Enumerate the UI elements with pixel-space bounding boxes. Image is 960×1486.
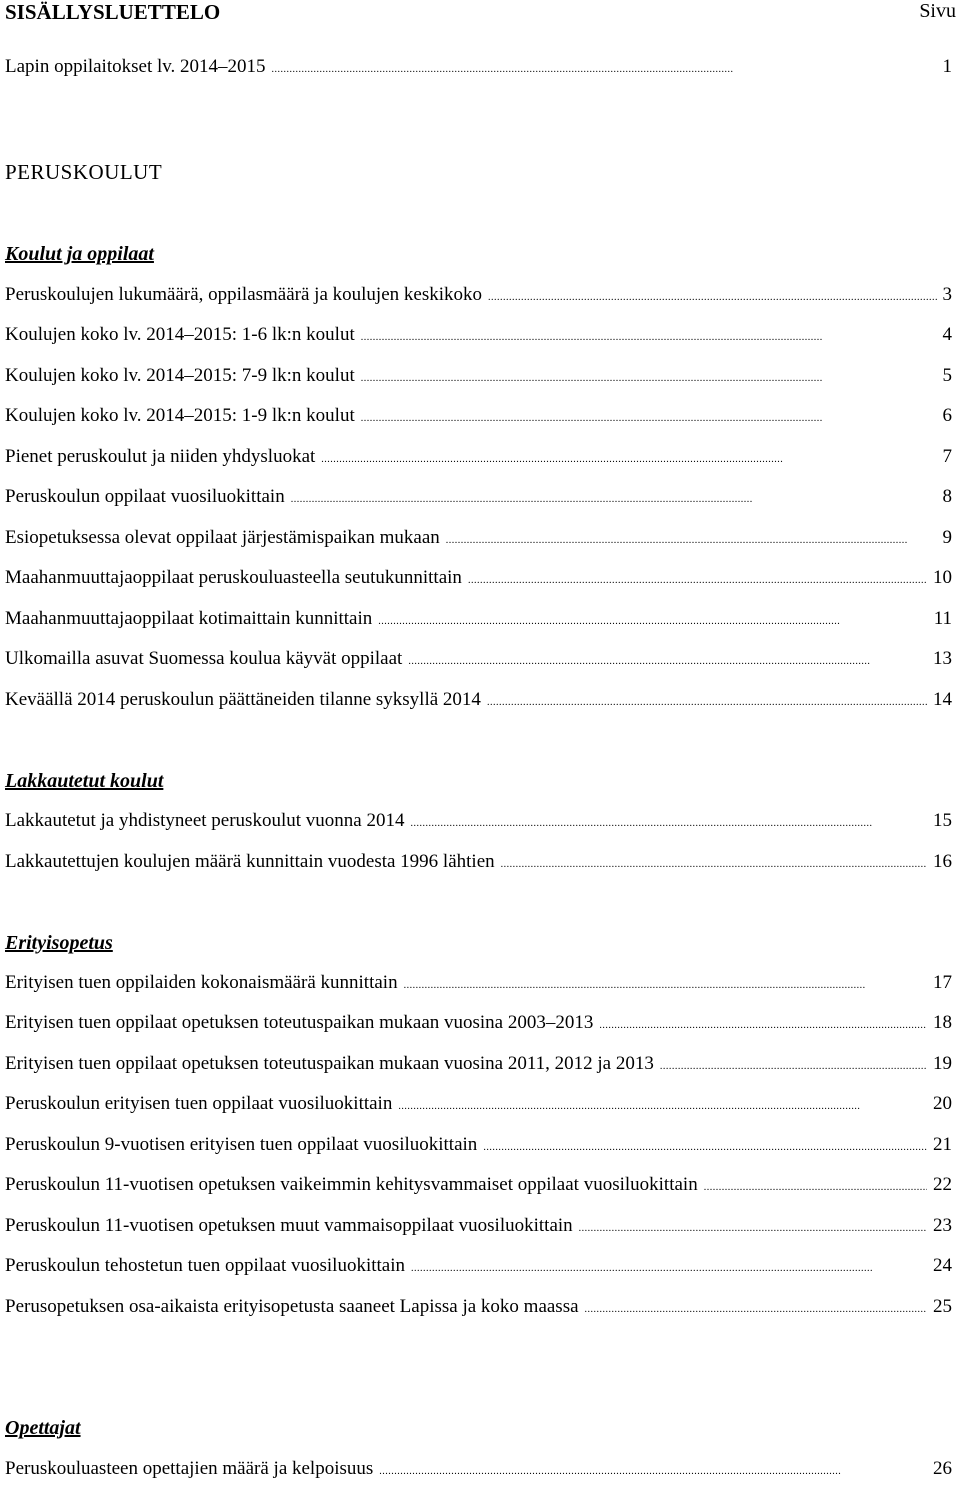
toc-entry-page: 1 (942, 56, 952, 77)
toc-entry-label: Perusopetuksen osa-aikaista erityisopetusta saaneet Lapissa ja koko maassa (5, 1296, 579, 1317)
toc-entry-label: Peruskoulun tehostetun tuen oppilaat vuosiluokittain (5, 1255, 406, 1276)
toc-entry-page: 9 (942, 527, 952, 548)
dot-leader (361, 324, 937, 346)
dot-leader (483, 1134, 927, 1156)
toc-entry[interactable] (5, 1053, 952, 1081)
dot-leader (579, 1215, 927, 1237)
toc-entry-page: 14 (933, 689, 952, 710)
dot-leader (378, 608, 927, 630)
toc-entry[interactable] (5, 284, 952, 312)
toc-entry-label: Pienet peruskoulut ja niiden yhdysluokat (5, 446, 316, 467)
toc-entry-label: Peruskoulun 11-vuotisen opetuksen vaikeimmin kehitysvammaiset oppilaat vuosiluokittain (5, 1174, 698, 1195)
dot-leader (410, 810, 927, 832)
toc-entry[interactable] (5, 972, 952, 1000)
toc-entry-page: 17 (933, 972, 952, 993)
dot-leader (411, 1255, 927, 1277)
toc-entry[interactable] (5, 1134, 952, 1162)
toc-entry[interactable] (5, 689, 952, 717)
toc-entry-label: Erityisen tuen oppilaat opetuksen toteutuspaikan mukaan vuosina 2003–2013 (5, 1012, 594, 1033)
toc-entry-label: Peruskouluasteen opettajien määrä ja kelpoisuus (5, 1458, 374, 1479)
toc-entry[interactable] (5, 648, 952, 676)
toc-entry-page: 5 (942, 365, 952, 386)
dot-leader (272, 56, 937, 78)
toc-entry[interactable] (5, 56, 952, 84)
dot-leader (379, 1458, 927, 1480)
dot-leader (361, 405, 937, 427)
toc-entry-page: 24 (933, 1255, 952, 1276)
toc-entry[interactable] (5, 608, 952, 636)
toc-entry-label: Koulujen koko lv. 2014–2015: 7-9 lk:n koulut (5, 365, 355, 386)
subheading-opettajat: Opettajat (5, 1417, 81, 1439)
toc-entry-label: Erityisen tuen oppilaiden kokonaismäärä kunnittain (5, 972, 398, 993)
toc-entry-page: 22 (933, 1174, 952, 1195)
toc-entry-label: Koulujen koko lv. 2014–2015: 1-9 lk:n koulut (5, 405, 355, 426)
toc-entry-page: 18 (933, 1012, 952, 1033)
toc-entry[interactable] (5, 1093, 952, 1121)
toc-entry-page: 19 (933, 1053, 952, 1074)
toc-entry[interactable] (5, 405, 952, 433)
toc-entry-page: 8 (942, 486, 952, 507)
toc-entry[interactable] (5, 486, 952, 514)
toc-entry[interactable] (5, 1296, 952, 1324)
subheading-erityisopetus: Erityisopetus (5, 932, 113, 954)
dot-leader (404, 972, 927, 994)
section-title: PERUSKOULUT (5, 160, 163, 184)
toc-entry[interactable] (5, 1255, 952, 1283)
toc-entry[interactable] (5, 324, 952, 352)
toc-entry[interactable] (5, 527, 952, 555)
toc-entry[interactable] (5, 567, 952, 595)
toc-entry-label: Lapin oppilaitokset lv. 2014–2015 (5, 56, 266, 77)
toc-entry-label: Maahanmuuttajaoppilaat kotimaittain kunnittain (5, 608, 373, 629)
toc-entry-label: Erityisen tuen oppilaat opetuksen toteutuspaikan mukaan vuosina 2011, 2012 ja 2013 (5, 1053, 654, 1074)
toc-entry-label: Peruskoulun 9-vuotisen erityisen tuen oppilaat vuosiluokittain (5, 1134, 478, 1155)
document-title: SISÄLLYSLUETTELO (5, 0, 221, 24)
toc-entry[interactable] (5, 1458, 952, 1486)
toc-entry-label: Maahanmuuttajaoppilaat peruskouluasteella seutukunnittain (5, 567, 462, 588)
toc-entry[interactable] (5, 365, 952, 393)
page-column-label: Sivu (919, 0, 956, 22)
dot-leader (487, 689, 927, 711)
toc-entry[interactable] (5, 851, 952, 879)
toc-entry-label: Lakkautetut ja yhdistyneet peruskoulut vuonna 2014 (5, 810, 405, 831)
toc-entry[interactable] (5, 810, 952, 838)
toc-entry-label: Peruskoulun erityisen tuen oppilaat vuosiluokittain (5, 1093, 393, 1114)
toc-entry-label: Esiopetuksessa olevat oppilaat järjestämispaikan mukaan (5, 527, 440, 548)
dot-leader (501, 851, 927, 873)
toc-entry-page: 25 (933, 1296, 952, 1317)
toc-entry[interactable] (5, 446, 952, 474)
dot-leader (398, 1093, 927, 1115)
dot-leader (408, 648, 927, 670)
toc-entry-label: Ulkomailla asuvat Suomessa koulua käyvät oppilaat (5, 648, 403, 669)
dot-leader (660, 1053, 927, 1075)
dot-leader (361, 365, 937, 387)
dot-leader (321, 446, 936, 468)
toc-entry-label: Peruskoulun 11-vuotisen opetuksen muut vammaisoppilaat vuosiluokittain (5, 1215, 573, 1236)
dot-leader (585, 1296, 927, 1318)
toc-entry-label: Peruskoulun oppilaat vuosiluokittain (5, 486, 285, 507)
toc-entry[interactable] (5, 1215, 952, 1243)
toc-entry-page: 10 (933, 567, 952, 588)
toc-entry-page: 11 (933, 608, 952, 629)
toc-entry-page: 4 (942, 324, 952, 345)
dot-leader (446, 527, 937, 549)
toc-entry-page: 13 (933, 648, 952, 669)
subheading-lakkautetut-koulut: Lakkautetut koulut (5, 770, 164, 792)
subheading-koulut-ja-oppilaat: Koulut ja oppilaat (5, 243, 154, 265)
toc-entry-page: 20 (933, 1093, 952, 1114)
toc-entry[interactable] (5, 1012, 952, 1040)
toc-entry-page: 15 (933, 810, 952, 831)
dot-leader (599, 1012, 927, 1034)
toc-entry-label: Keväällä 2014 peruskoulun päättäneiden tilanne syksyllä 2014 (5, 689, 481, 710)
toc-entry[interactable] (5, 1174, 952, 1202)
toc-entry-page: 26 (933, 1458, 952, 1479)
toc-entry-label: Koulujen koko lv. 2014–2015: 1-6 lk:n koulut (5, 324, 355, 345)
toc-entry-label: Peruskoulujen lukumäärä, oppilasmäärä ja koulujen keskikoko (5, 284, 482, 305)
toc-entry-page: 3 (942, 284, 952, 305)
toc-entry-page: 6 (942, 405, 952, 426)
dot-leader (704, 1174, 927, 1196)
toc-entry-page: 16 (933, 851, 952, 872)
toc-entry-page: 23 (933, 1215, 952, 1236)
toc-entry-page: 7 (942, 446, 952, 467)
toc-entry-page: 21 (933, 1134, 952, 1155)
dot-leader (468, 567, 927, 589)
toc-entry-label: Lakkautettujen koulujen määrä kunnittain vuodesta 1996 lähtien (5, 851, 495, 872)
dot-leader (291, 486, 937, 508)
dot-leader (488, 284, 937, 306)
